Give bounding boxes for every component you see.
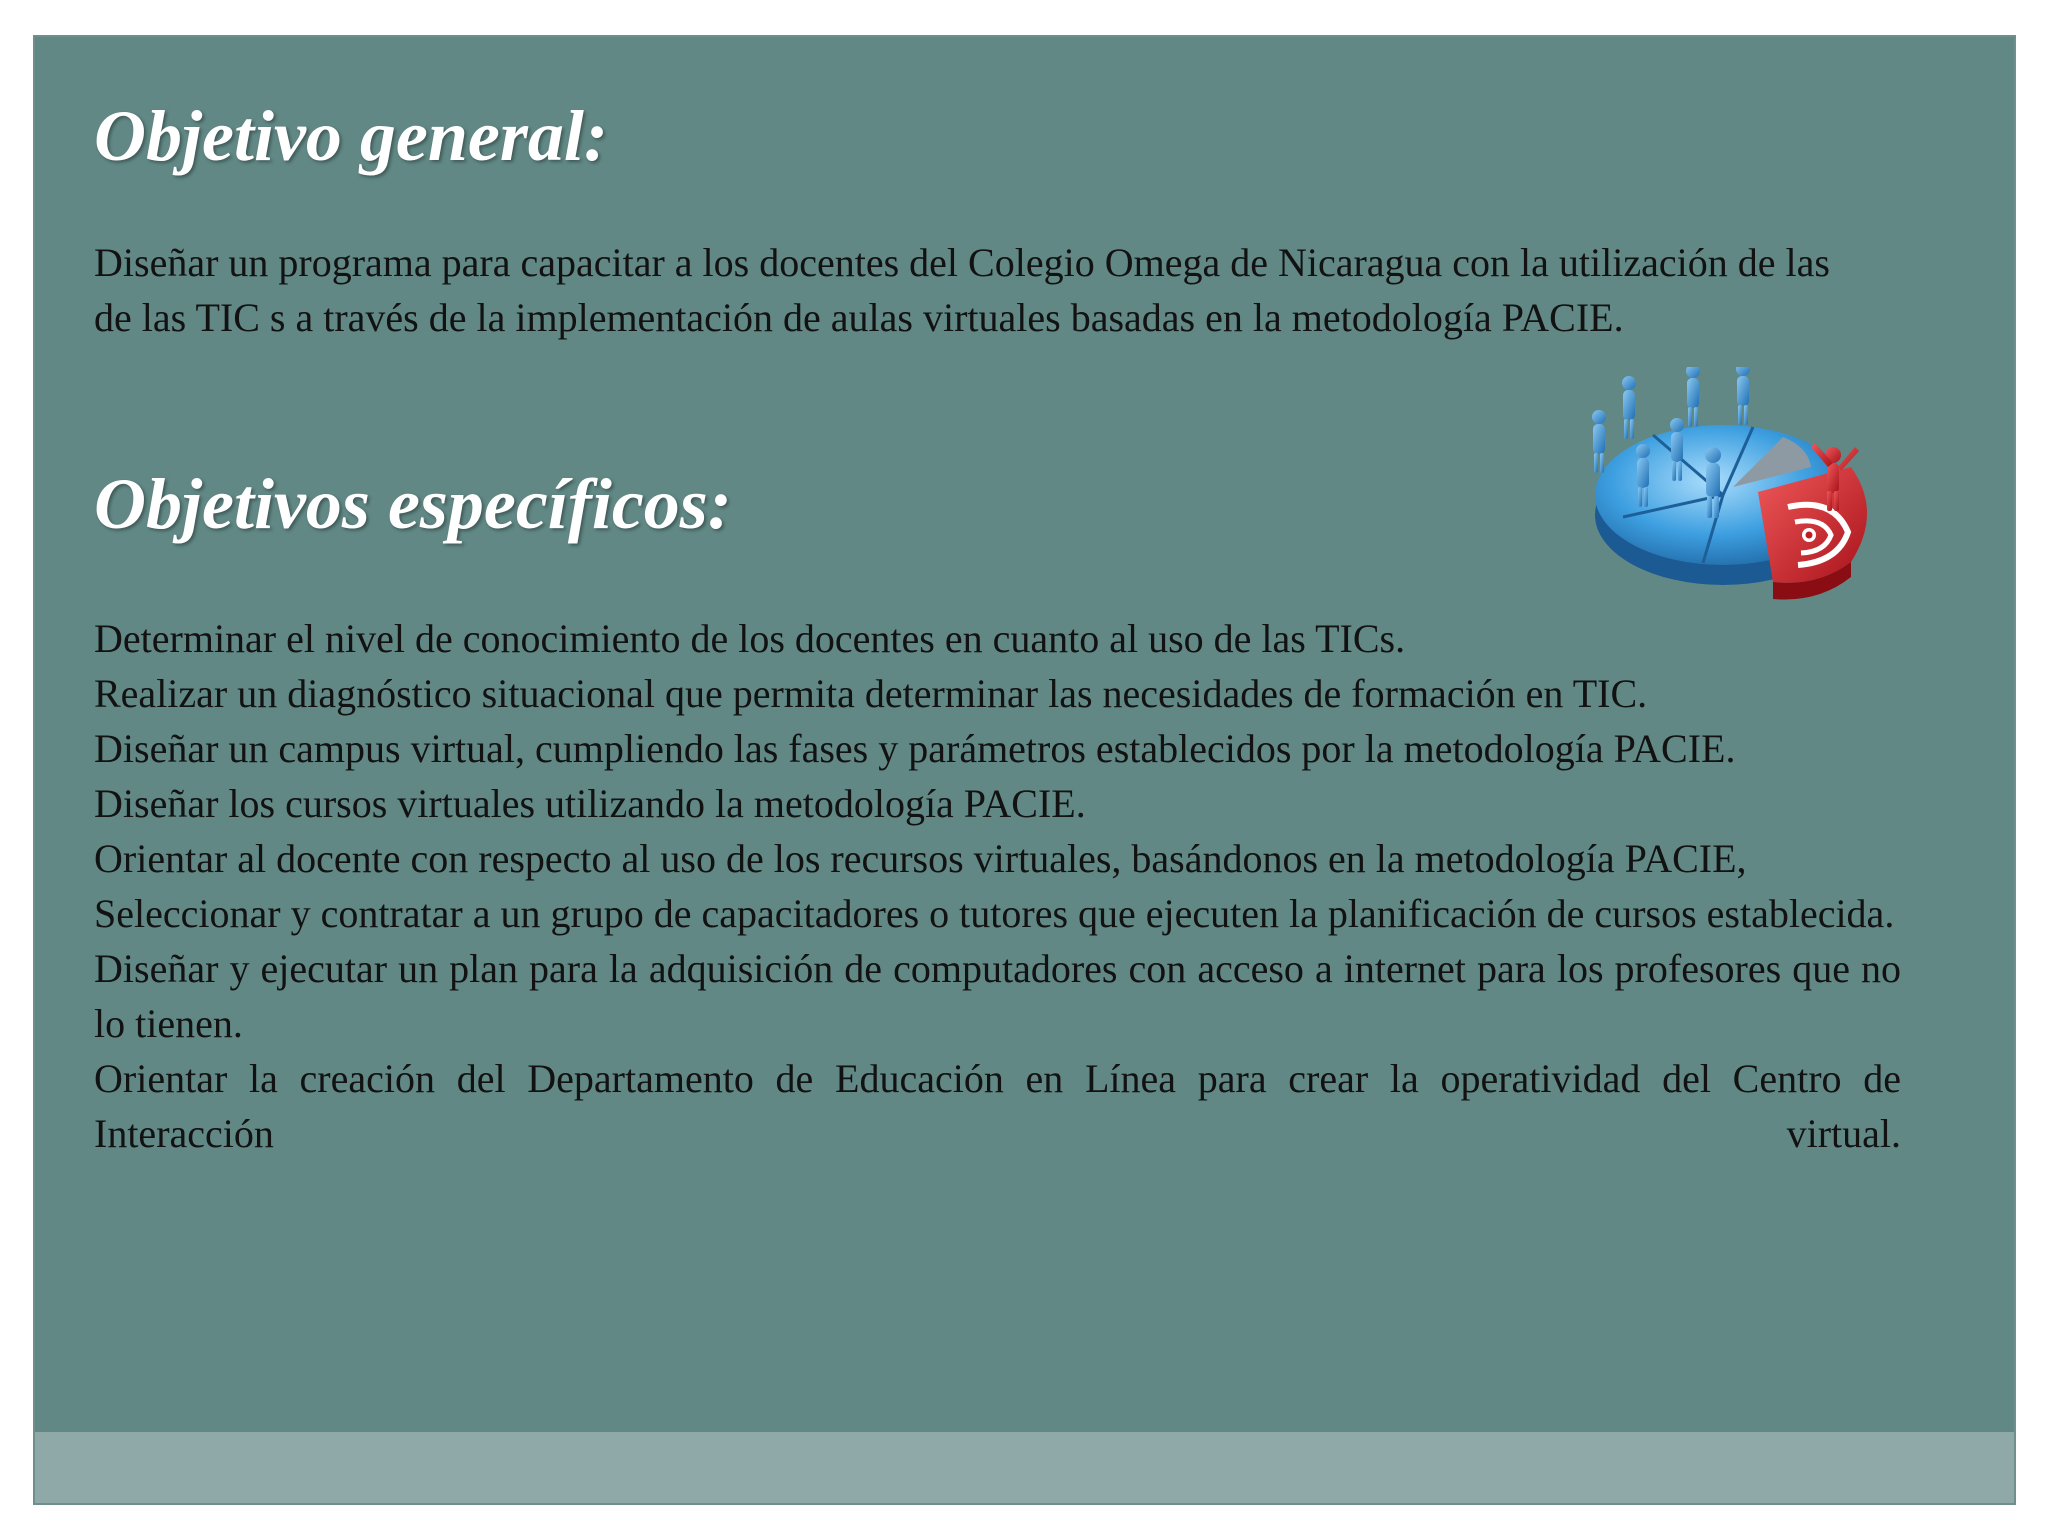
- specific-objective-item: Diseñar y ejecutar un plan para la adquisición de computadores con acceso a internet para los profesores que no lo tienen.: [94, 946, 1901, 1046]
- specific-objective-item: Seleccionar y contratar a un grupo de capacitadores o tutores que ejecuten la planificación de cursos establecida.: [94, 891, 1895, 936]
- specific-objective-item: Diseñar un campus virtual, cumpliendo las fases y parámetros establecidos por la metodología PACIE.: [94, 726, 1736, 771]
- general-objective-heading: Objetivo general:: [94, 96, 608, 176]
- people-target-pie-icon: [1583, 367, 1893, 602]
- specific-objective-item: Realizar un diagnóstico situacional que permita determinar las necesidades de formación en TIC.: [94, 671, 1648, 716]
- specific-objective-item: Diseñar los cursos virtuales utilizando la metodología PACIE.: [94, 781, 1086, 826]
- general-objective-text: Diseñar un programa para capacitar a los docentes del Colegio Omega de Nicaragua con la utilización de las de las TIC s a través de la implementación de aulas virtuales basadas en la metodología PACIE.: [94, 240, 1830, 340]
- specific-objectives-list: [94, 611, 1901, 1161]
- slide: [33, 35, 2016, 1505]
- specific-objective-item: Determinar el nivel de conocimiento de los docentes en cuanto al uso de las TICs.: [94, 616, 1406, 661]
- specific-objectives-heading: Objetivos específicos:: [94, 464, 732, 544]
- specific-objective-item: Orientar la creación del Departamento de Educación en Línea para crear la operatividad del Centro de Interacción virtual.: [94, 1056, 1901, 1156]
- specific-objective-item: Orientar al docente con respecto al uso de los recursos virtuales, basándonos en la metodología PACIE,: [94, 836, 1747, 881]
- footer-band: [35, 1432, 2014, 1503]
